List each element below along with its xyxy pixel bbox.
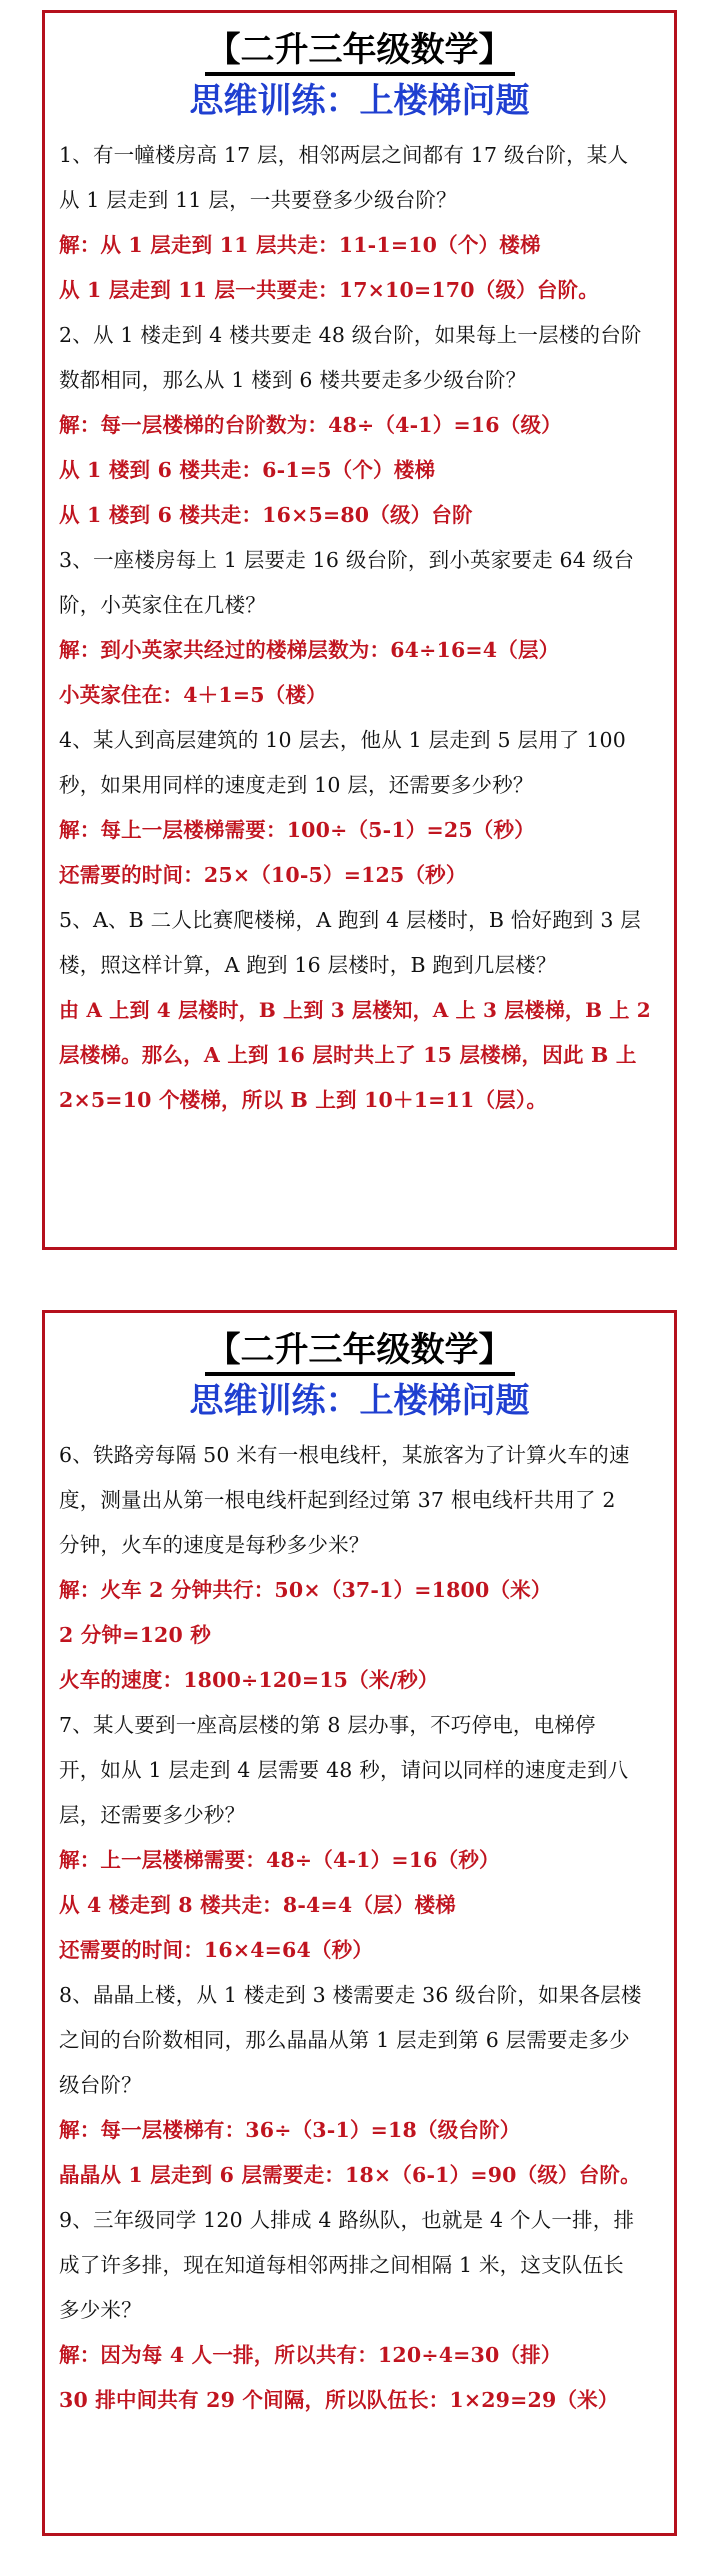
answer-line: 从 1 楼到 6 楼共走：16×5=80（级）台阶 bbox=[59, 503, 473, 527]
worksheet-card-1 bbox=[42, 10, 677, 1250]
question-line: 9、三年级同学 120 人排成 4 路纵队，也就是 4 个人一排，排 bbox=[59, 2208, 635, 2232]
question-line: 分钟，火车的速度是每秒多少米？ bbox=[59, 1533, 370, 1557]
answer-line: 30 排中间共有 29 个间隔，所以队伍长：1×29=29（米） bbox=[59, 2388, 619, 2412]
question-line: 数都相同，那么从 1 楼到 6 楼共要走多少级台阶？ bbox=[59, 368, 527, 392]
answer-line: 解：火车 2 分钟共行：50×（37-1）=1800（米） bbox=[59, 1578, 552, 1602]
question-line: 1、有一幢楼房高 17 层，相邻两层之间都有 17 级台阶，某人 bbox=[59, 143, 629, 167]
question-line: 之间的台阶数相同，那么晶晶从第 1 层走到第 6 层需要走多少 bbox=[59, 2028, 630, 2052]
answer-line: 由 A 上到 4 层楼时，B 上到 3 层楼知，A 上 3 层楼梯，B 上 2 bbox=[59, 998, 651, 1022]
question-line: 度，测量出从第一根电线杆起到经过第 37 根电线杆共用了 2 bbox=[59, 1488, 616, 1512]
question-line: 3、一座楼房每上 1 层要走 16 级台阶，到小英家要走 64 级台 bbox=[59, 548, 635, 572]
answer-line: 解：因为每 4 人一排，所以共有：120÷4=30（排） bbox=[59, 2343, 562, 2367]
question-line: 开，如从 1 层走到 4 层需要 48 秒，请问以同样的速度走到八 bbox=[59, 1758, 629, 1782]
answer-line: 从 1 楼到 6 楼共走：6-1=5（个）楼梯 bbox=[59, 458, 436, 482]
question-line: 阶，小英家住在几楼？ bbox=[59, 593, 266, 617]
question-line: 层，还需要多少秒？ bbox=[59, 1803, 246, 1827]
question-line: 5、A、B 二人比赛爬楼梯，A 跑到 4 层楼时，B 恰好跑到 3 层 bbox=[59, 908, 641, 932]
answer-line: 解：从 1 层走到 11 层共走：11-1=10（个）楼梯 bbox=[59, 233, 541, 257]
answer-line: 还需要的时间：25×（10-5）=125（秒） bbox=[59, 863, 467, 887]
answer-line: 解：每上一层楼梯需要：100÷（5-1）=25（秒） bbox=[59, 818, 535, 842]
worksheet-card-2 bbox=[42, 1310, 677, 2536]
question-line: 8、晶晶上楼，从 1 楼走到 3 楼需要走 36 级台阶，如果各层楼 bbox=[59, 1983, 642, 2007]
card-1-subtitle: 思维训练：上楼梯问题 bbox=[189, 81, 530, 121]
answer-line: 2 分钟=120 秒 bbox=[59, 1623, 212, 1647]
answer-line: 还需要的时间：16×4=64（秒） bbox=[59, 1938, 374, 1962]
card-2-subtitle: 思维训练：上楼梯问题 bbox=[189, 1381, 530, 1421]
card-1-title-text: 【二升三年级数学】 bbox=[205, 28, 515, 76]
card-1-title bbox=[59, 25, 660, 75]
question-line: 多少米？ bbox=[59, 2298, 142, 2322]
answer-line: 小英家住在：4＋1=5（楼） bbox=[59, 683, 327, 707]
question-line: 级台阶？ bbox=[59, 2073, 142, 2097]
question-line: 7、某人要到一座高层楼的第 8 层办事，不巧停电，电梯停 bbox=[59, 1713, 596, 1737]
card-2-content bbox=[59, 1433, 660, 2423]
answer-line: 解：每一层楼梯的台阶数为：48÷（4-1）=16（级） bbox=[59, 413, 562, 437]
card-2-title bbox=[59, 1325, 660, 1375]
answer-line: 层楼梯。那么，A 上到 16 层时共上了 15 层楼梯，因此 B 上 bbox=[59, 1043, 637, 1067]
question-line: 成了许多排，现在知道每相邻两排之间相隔 1 米，这支队伍长 bbox=[59, 2253, 624, 2277]
answer-line: 解：到小英家共经过的楼梯层数为：64÷16=4（层） bbox=[59, 638, 560, 662]
answer-line: 从 1 层走到 11 层一共要走：17×10=170（级）台阶。 bbox=[59, 278, 599, 302]
question-line: 秒，如果用同样的速度走到 10 层，还需要多少秒？ bbox=[59, 773, 534, 797]
answer-line: 解：上一层楼梯需要：48÷（4-1）=16（秒） bbox=[59, 1848, 500, 1872]
question-line: 6、铁路旁每隔 50 米有一根电线杆，某旅客为了计算火车的速 bbox=[59, 1443, 630, 1467]
card-2-title-text: 【二升三年级数学】 bbox=[205, 1328, 515, 1376]
question-line: 楼，照这样计算，A 跑到 16 层楼时，B 跑到几层楼？ bbox=[59, 953, 557, 977]
answer-line: 晶晶从 1 层走到 6 层需要走：18×（6-1）=90（级）台阶。 bbox=[59, 2163, 641, 2187]
question-line: 4、某人到高层建筑的 10 层去，他从 1 层走到 5 层用了 100 bbox=[59, 728, 626, 752]
answer-line: 解：每一层楼梯有：36÷（3-1）=18（级台阶） bbox=[59, 2118, 521, 2142]
question-line: 从 1 层走到 11 层，一共要登多少级台阶？ bbox=[59, 188, 457, 212]
answer-line: 从 4 楼走到 8 楼共走：8-4=4（层）楼梯 bbox=[59, 1893, 456, 1917]
answer-line: 2×5=10 个楼梯，所以 B 上到 10＋1=11（层）。 bbox=[59, 1088, 548, 1112]
question-line: 2、从 1 楼走到 4 楼共要走 48 级台阶，如果每上一层楼的台阶 bbox=[59, 323, 642, 347]
answer-line: 火车的速度：1800÷120=15（米/秒） bbox=[59, 1668, 439, 1692]
card-1-content bbox=[59, 133, 660, 1123]
